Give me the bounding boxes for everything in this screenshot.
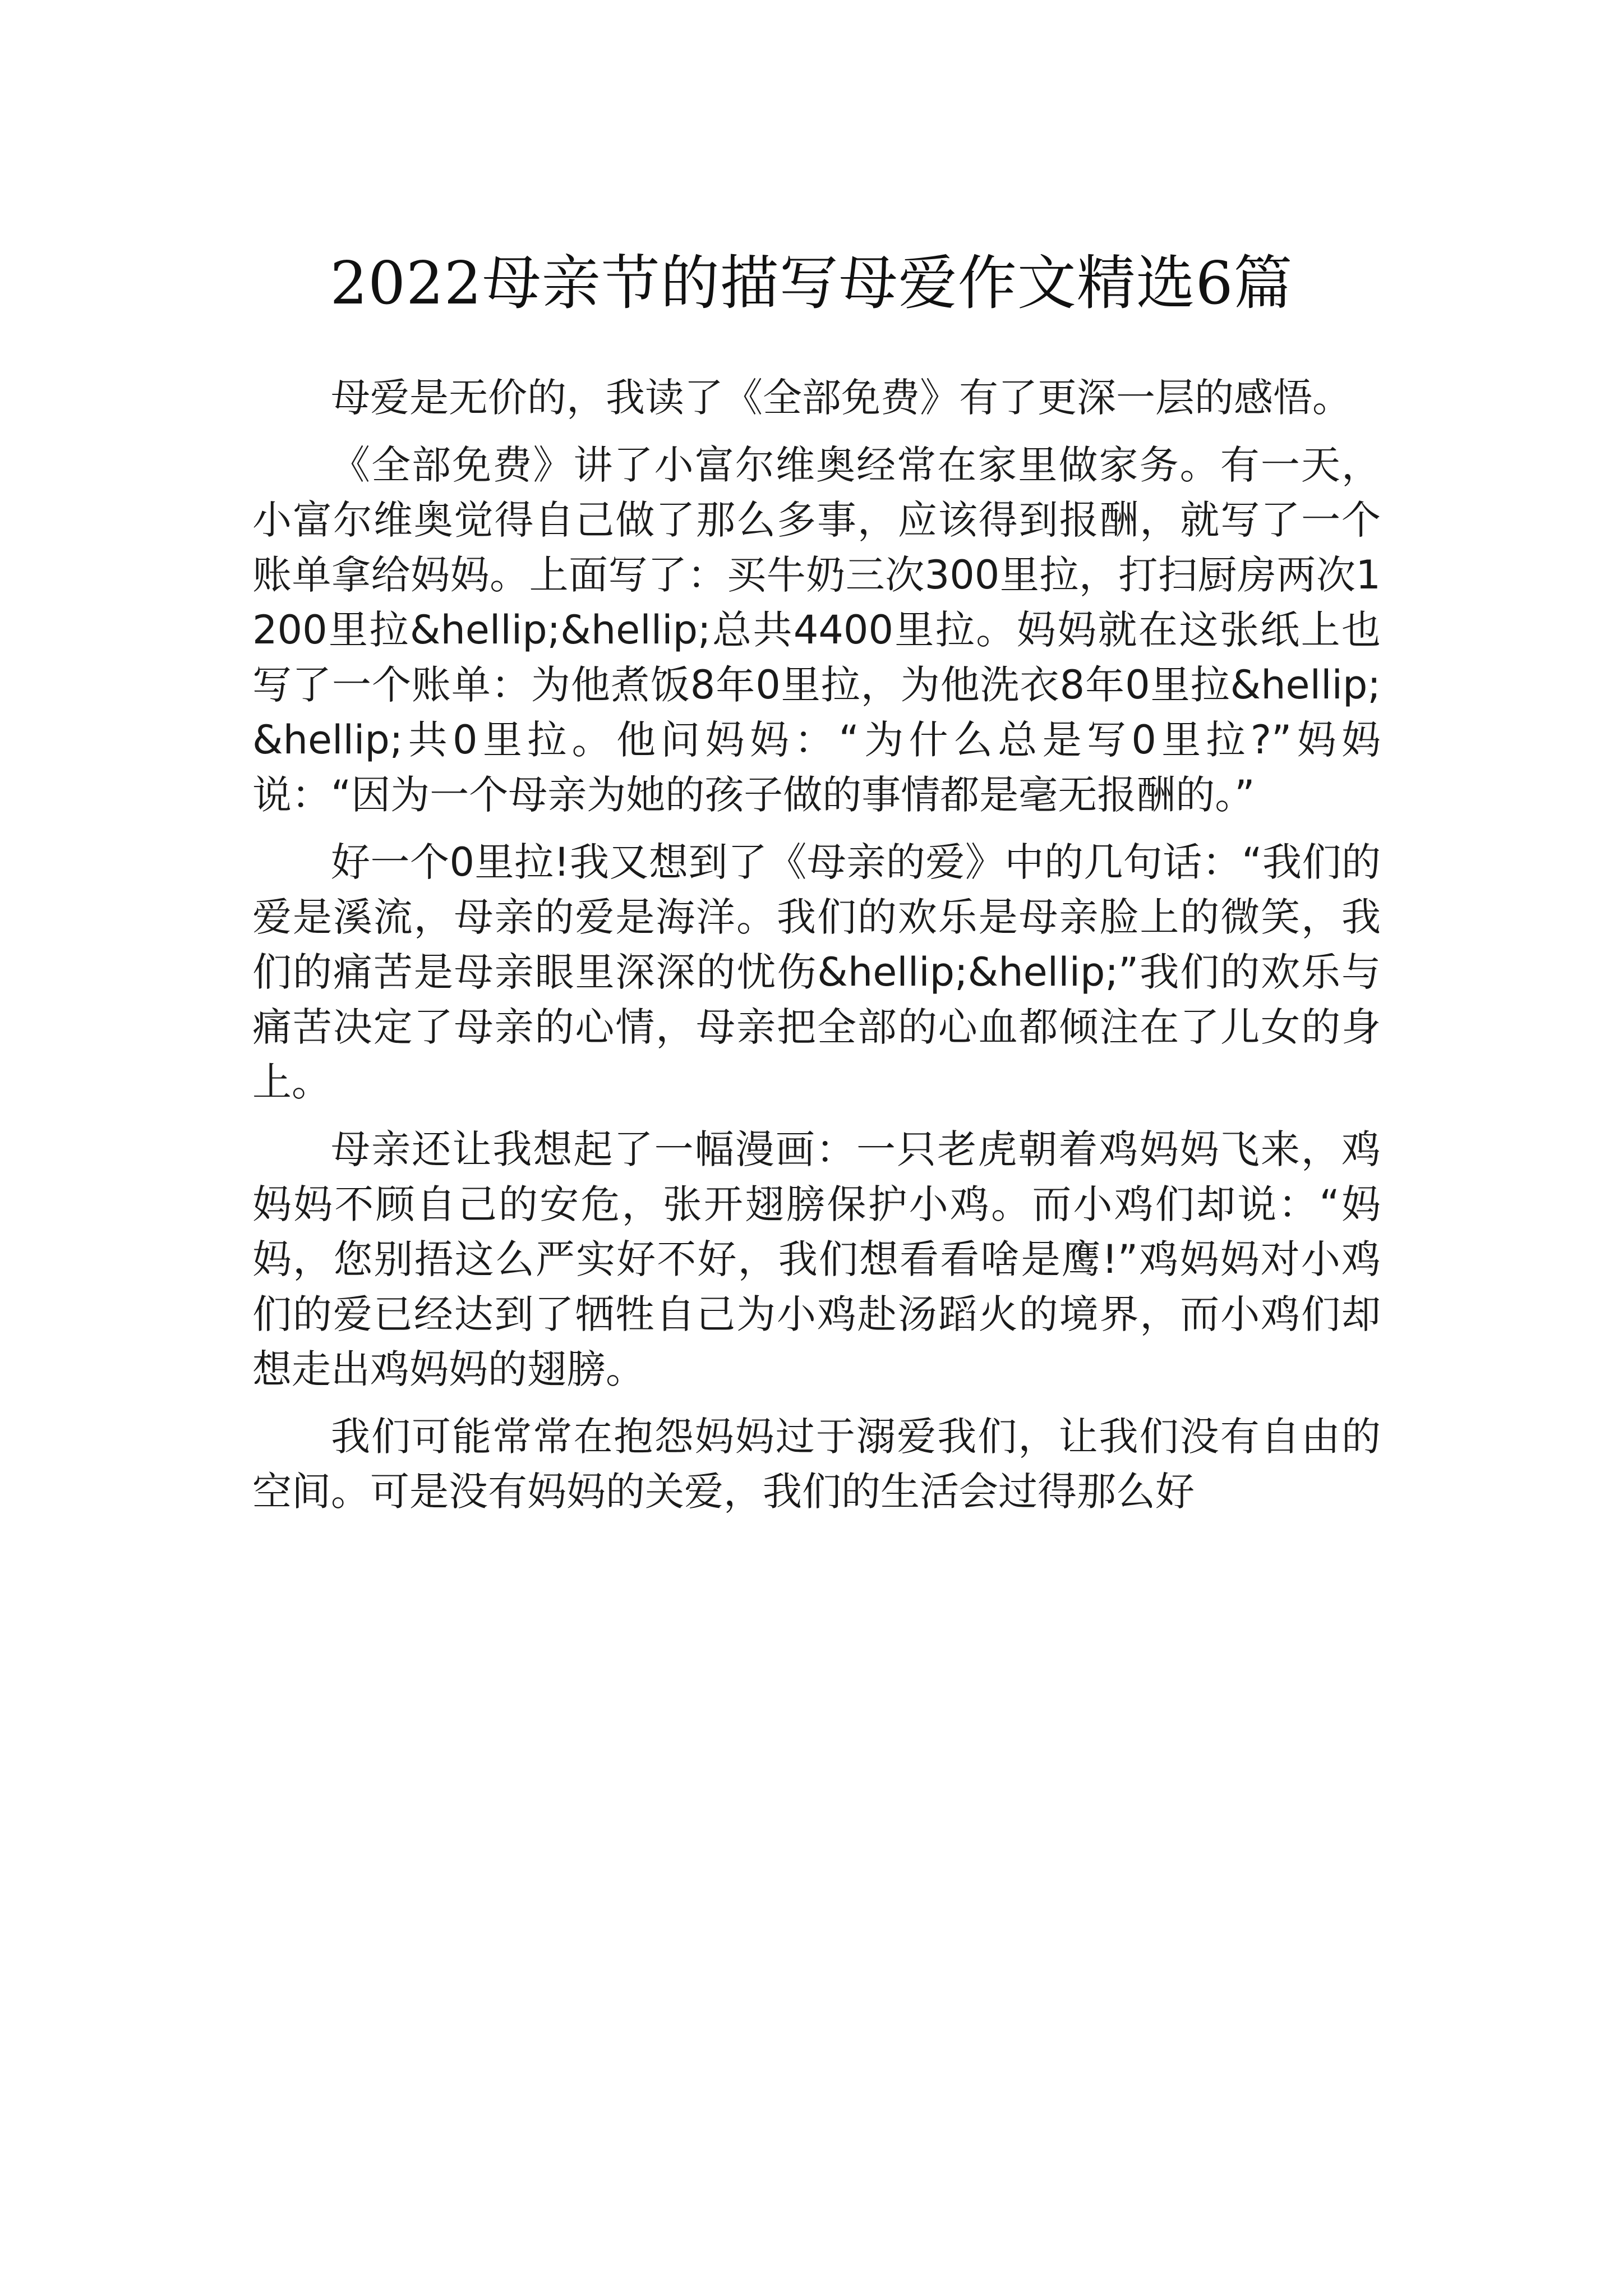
paragraph-5: 我们可能常常在抱怨妈妈过于溺爱我们，让我们没有自由的空间。可是没有妈妈的关爱，我们的生活会过得那么好	[252, 1414, 1381, 1515]
paragraph-3: 好一个0里拉!我又想到了《母亲的爱》中的几句话：“我们的爱是溪流，母亲的爱是海洋。我们的欢乐是母亲脸上的微笑，我们的痛苦是母亲眼里深深的忧伤&hellip;&hellip;”我们的欢乐与痛苦决定了母亲的心情，母亲把全部的心血都倾注在了儿女的身上。	[252, 839, 1381, 1105]
paragraph-1: 母爱是无价的，我读了《全部免费》有了更深一层的感悟。	[331, 375, 1352, 421]
paragraph-4: 母亲还让我想起了一幅漫画：一只老虎朝着鸡妈妈飞来，鸡妈妈不顾自己的安危，张开翅膀保护小鸡。而小鸡们却说：“妈妈，您别捂这么严实好不好，我们想看看啥是鹰!”鸡妈妈对小鸡们的爱已经达到了牺牲自己为小鸡赴汤蹈火的境界，而小鸡们却想走出鸡妈妈的翅膀。	[252, 1126, 1381, 1392]
paragraph-2: 《全部免费》讲了小富尔维奥经常在家里做家务。有一天，小富尔维奥觉得自己做了那么多事，应该得到报酬，就写了一个账单拿给妈妈。上面写了：买牛奶三次300里拉，打扫厨房两次1200里拉&hellip;&hellip;总共4400里拉。妈妈就在这张纸上也写了一个账单：为他煮饭8年0里拉，为他洗衣8年0里拉&hellip;&hellip;共0里拉。他问妈妈：“为什么总是写0里拉?”妈妈说：“因为一个母亲为她的孩子做的事情都是毫无报酬的。”	[252, 442, 1381, 818]
document-body	[252, 370, 1381, 1531]
document-title: 2022母亲节的描写母爱作文精选6篇	[330, 249, 1293, 318]
